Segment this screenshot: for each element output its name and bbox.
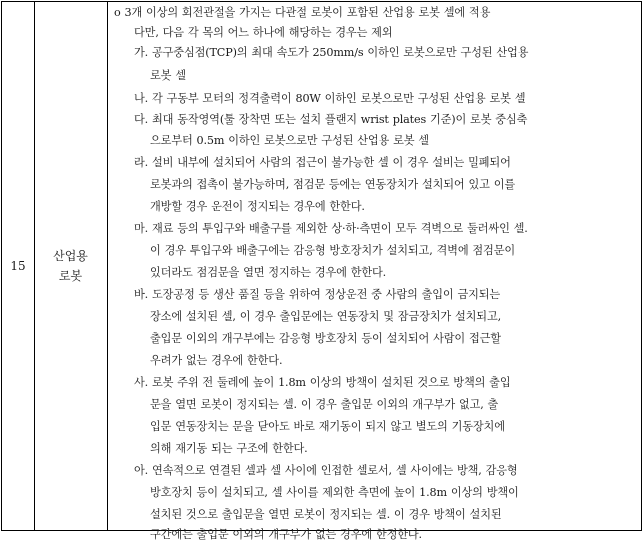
text-line: 출입문 이외의 개구부에는 감응형 방호장치 등이 설치되어 사람이 접근할 bbox=[150, 332, 501, 345]
row-number-cell bbox=[2, 2, 35, 530]
text-line-clipped: 구간에는 출입문 이외의 개구부가 없는 경우에 한정한다. bbox=[150, 528, 422, 541]
category-label-line2: 로봇 bbox=[58, 269, 83, 283]
text-line: 라. 설비 내부에 설치되어 사람의 접근이 불가능한 셀 이 경우 설비는 밀폐되어 bbox=[134, 156, 511, 169]
text-line: 로봇과의 접촉이 불가능하며, 점검문 등에는 연동장치가 설치되어 있고 이를 bbox=[150, 178, 516, 191]
text-line: 방호장치 등이 설치되고, 셀 사이를 제외한 측면에 높이 1.8m 이상의 방책이 bbox=[150, 486, 519, 499]
text-line: 입문 연동장치는 문을 닫아도 바로 재기동이 되지 않고 별도의 기동장치에 bbox=[150, 420, 505, 433]
text-line: 우려가 없는 경우에 한한다. bbox=[150, 354, 283, 367]
text-line: 로봇 셀 bbox=[150, 69, 186, 82]
text-line: 의해 재기동 되는 구조에 한한다. bbox=[150, 442, 308, 455]
text-line: 다. 최대 동작영역(툴 장착면 또는 설치 플랜지 wrist plates 기준)이 로봇 중심축 bbox=[134, 113, 528, 126]
text-line: 이 경우 투입구와 배출구에는 감응형 방호장치가 설치되고, 격벽에 점검문이 bbox=[150, 244, 516, 257]
text-line: 바. 도장공정 등 생산 품질 등을 위하여 정상운전 중 사람의 출입이 금지되는 bbox=[134, 288, 501, 301]
description-cell bbox=[110, 2, 637, 541]
text-line: 마. 재료 등의 투입구와 배출구를 제외한 상·하·측면이 모두 격벽으로 둘러싸인 셀. bbox=[134, 222, 528, 235]
text-line: 문을 열면 로봇이 정지되는 셀. 이 경우 출입문 이외의 개구부가 없고, 출 bbox=[150, 398, 499, 411]
text-line: 아. 연속적으로 연결된 셀과 셀 사이에 인접한 셀로서, 셀 사이에는 방책, 감응형 bbox=[134, 464, 518, 477]
text-line: 개방할 경우 운전이 정지되는 경우에 한한다. bbox=[150, 200, 365, 213]
text-line: o 3개 이상의 회전관절을 가지는 다관절 로봇이 포함된 산업용 로봇 셀에 적용 bbox=[114, 6, 491, 19]
text-line: 나. 각 구동부 모터의 정격출력이 80W 이하인 로봇으로만 구성된 산업용 로봇 셀 bbox=[134, 92, 526, 105]
text-line: 으로부터 0.5m 이하인 로봇으로만 구성된 산업용 로봇 셀 bbox=[150, 134, 429, 147]
text-line: 있더라도 점검문을 열면 정지하는 경우에 한한다. bbox=[150, 266, 387, 279]
category-cell bbox=[34, 2, 108, 530]
category-label-line1: 산업용 bbox=[53, 249, 88, 263]
document-table bbox=[1, 1, 642, 541]
text-line: 다만, 다음 각 목의 어느 하나에 해당하는 경우는 제외 bbox=[134, 26, 393, 39]
row-number: 15 bbox=[10, 259, 26, 273]
text-line: 가. 공구중심점(TCP)의 최대 속도가 250mm/s 이하인 로봇으로만 구성된 산업용 bbox=[134, 46, 529, 59]
text-line: 사. 로봇 주위 전 둘레에 높이 1.8m 이상의 방책이 설치된 것으로 방책의 출입 bbox=[134, 376, 511, 389]
text-line: 장소에 설치된 셀, 이 경우 출입문에는 연동장치 및 잠금장치가 설치되고, bbox=[150, 310, 502, 323]
text-line: 설치된 것으로 출입문을 열면 로봇이 정지되는 셀. 이 경우 방책이 설치된 bbox=[150, 508, 502, 521]
